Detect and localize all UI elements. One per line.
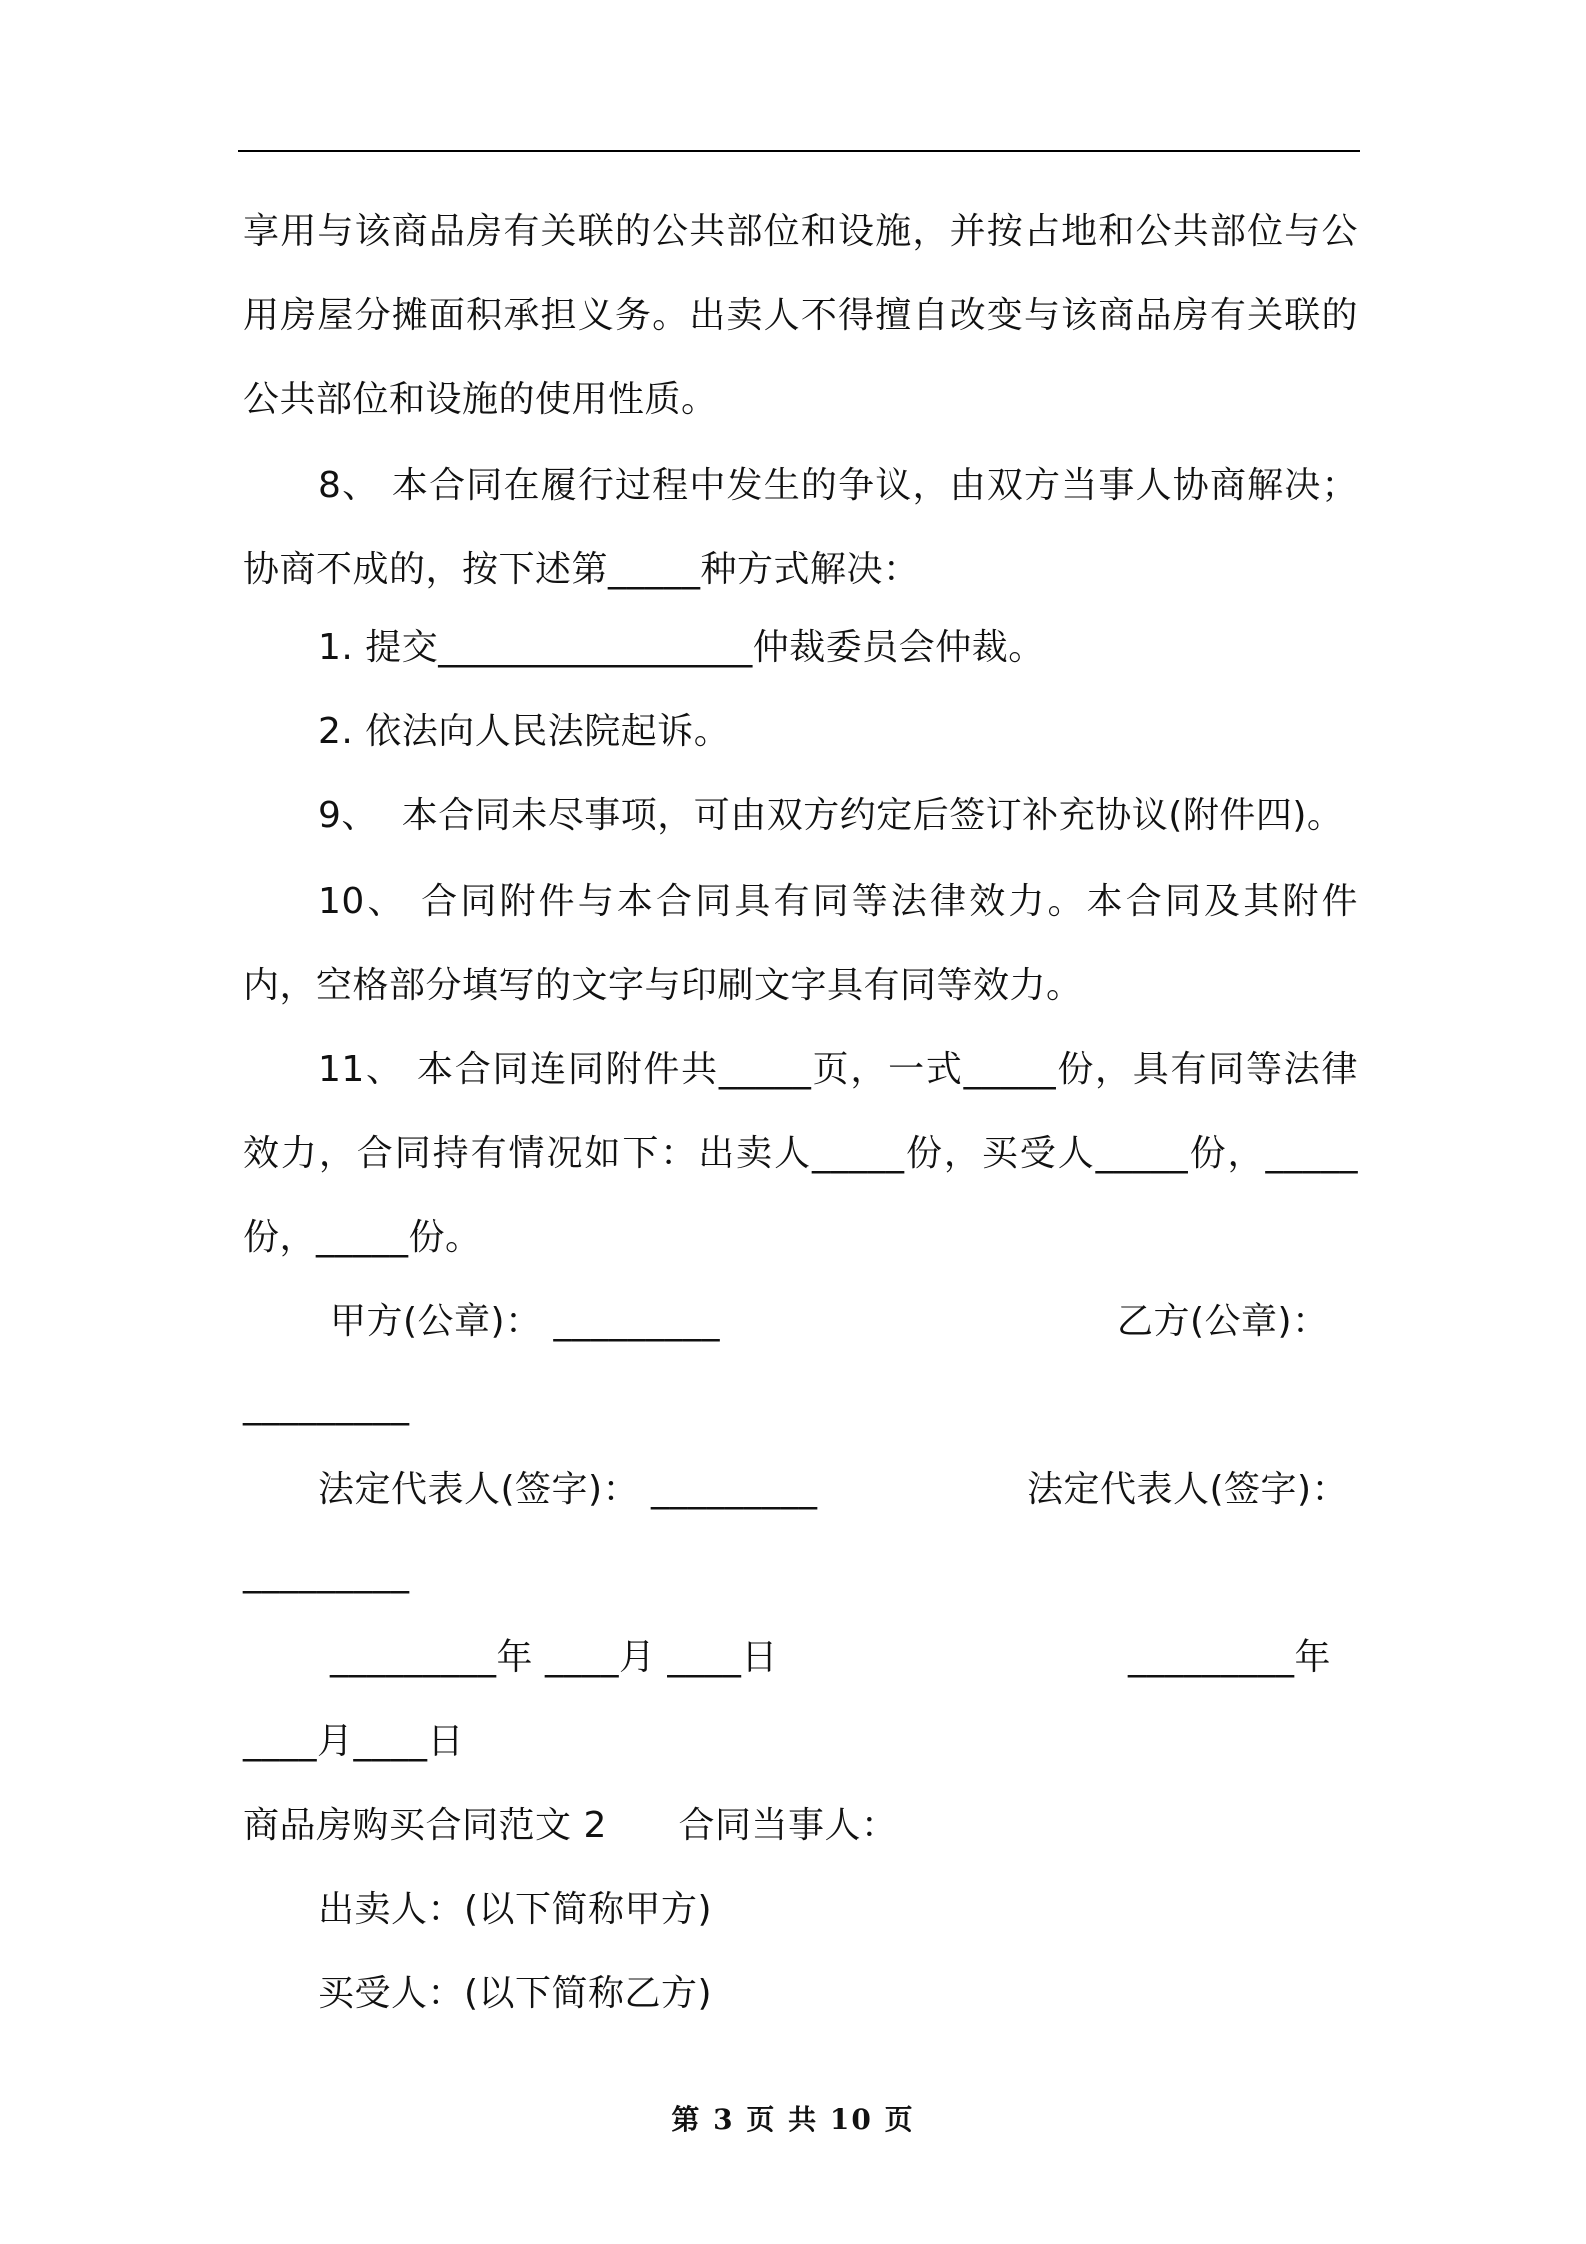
party-b-seal: 乙方(公章)： xyxy=(1117,1301,1329,1342)
paragraph-shared-facilities: 享用与该商品房有关联的公共部位和设施，并按占地和公共部位与公用房屋分摊面积承担义务。出卖人不得擅自改变与该商品房有关联的公共部位和设施的使用性质。 xyxy=(243,211,1358,420)
clause-9: 9、 本合同未尽事项，可由双方约定后签订补充协议(附件四)。 xyxy=(318,795,1344,836)
clause-8: 8、 本合同在履行过程中发生的争议，由双方当事人协商解决；协商不成的，按下述第_____种方式解决： xyxy=(243,465,1358,590)
party-b-representative-blank: _________ xyxy=(243,1553,410,1594)
party-b-representative: 法定代表人(签字)： xyxy=(1027,1469,1349,1510)
buyer-line: 买受人：(以下简称乙方) xyxy=(318,1973,713,2014)
party-b-date-month-day: ____月____日 xyxy=(243,1721,465,1762)
party-a-representative: 法定代表人(签字)： _________ xyxy=(318,1469,818,1510)
dispute-option-arbitration: 1. 提交_________________仲裁委员会仲裁。 xyxy=(318,627,1045,668)
page-number: 第 3 页 共 10 页 xyxy=(671,2103,915,2136)
seller-line: 出卖人：(以下简称甲方) xyxy=(318,1889,713,1930)
clause-10: 10、 合同附件与本合同具有同等法律效力。本合同及其附件内，空格部分填写的文字与印刷文字具有同等效力。 xyxy=(243,881,1358,1006)
party-a-seal: 甲方(公章)： _________ xyxy=(330,1301,721,1342)
header-rule xyxy=(238,150,1360,152)
party-a-date: _________年 ____月 ____日 xyxy=(330,1637,778,1678)
party-b-seal-blank: _________ xyxy=(243,1385,410,1426)
party-b-date-year: _________年 xyxy=(1128,1637,1332,1678)
dispute-option-court: 2. 依法向人民法院起诉。 xyxy=(318,711,731,752)
clause-11: 11、 本合同连同附件共_____页，一式_____份，具有同等法律效力，合同持有情况如下：出卖人_____份，买受人_____份，_____份，_____份。 xyxy=(243,1049,1358,1258)
contract-2-title: 商品房购买合同范文 2 合同当事人： xyxy=(243,1805,898,1846)
